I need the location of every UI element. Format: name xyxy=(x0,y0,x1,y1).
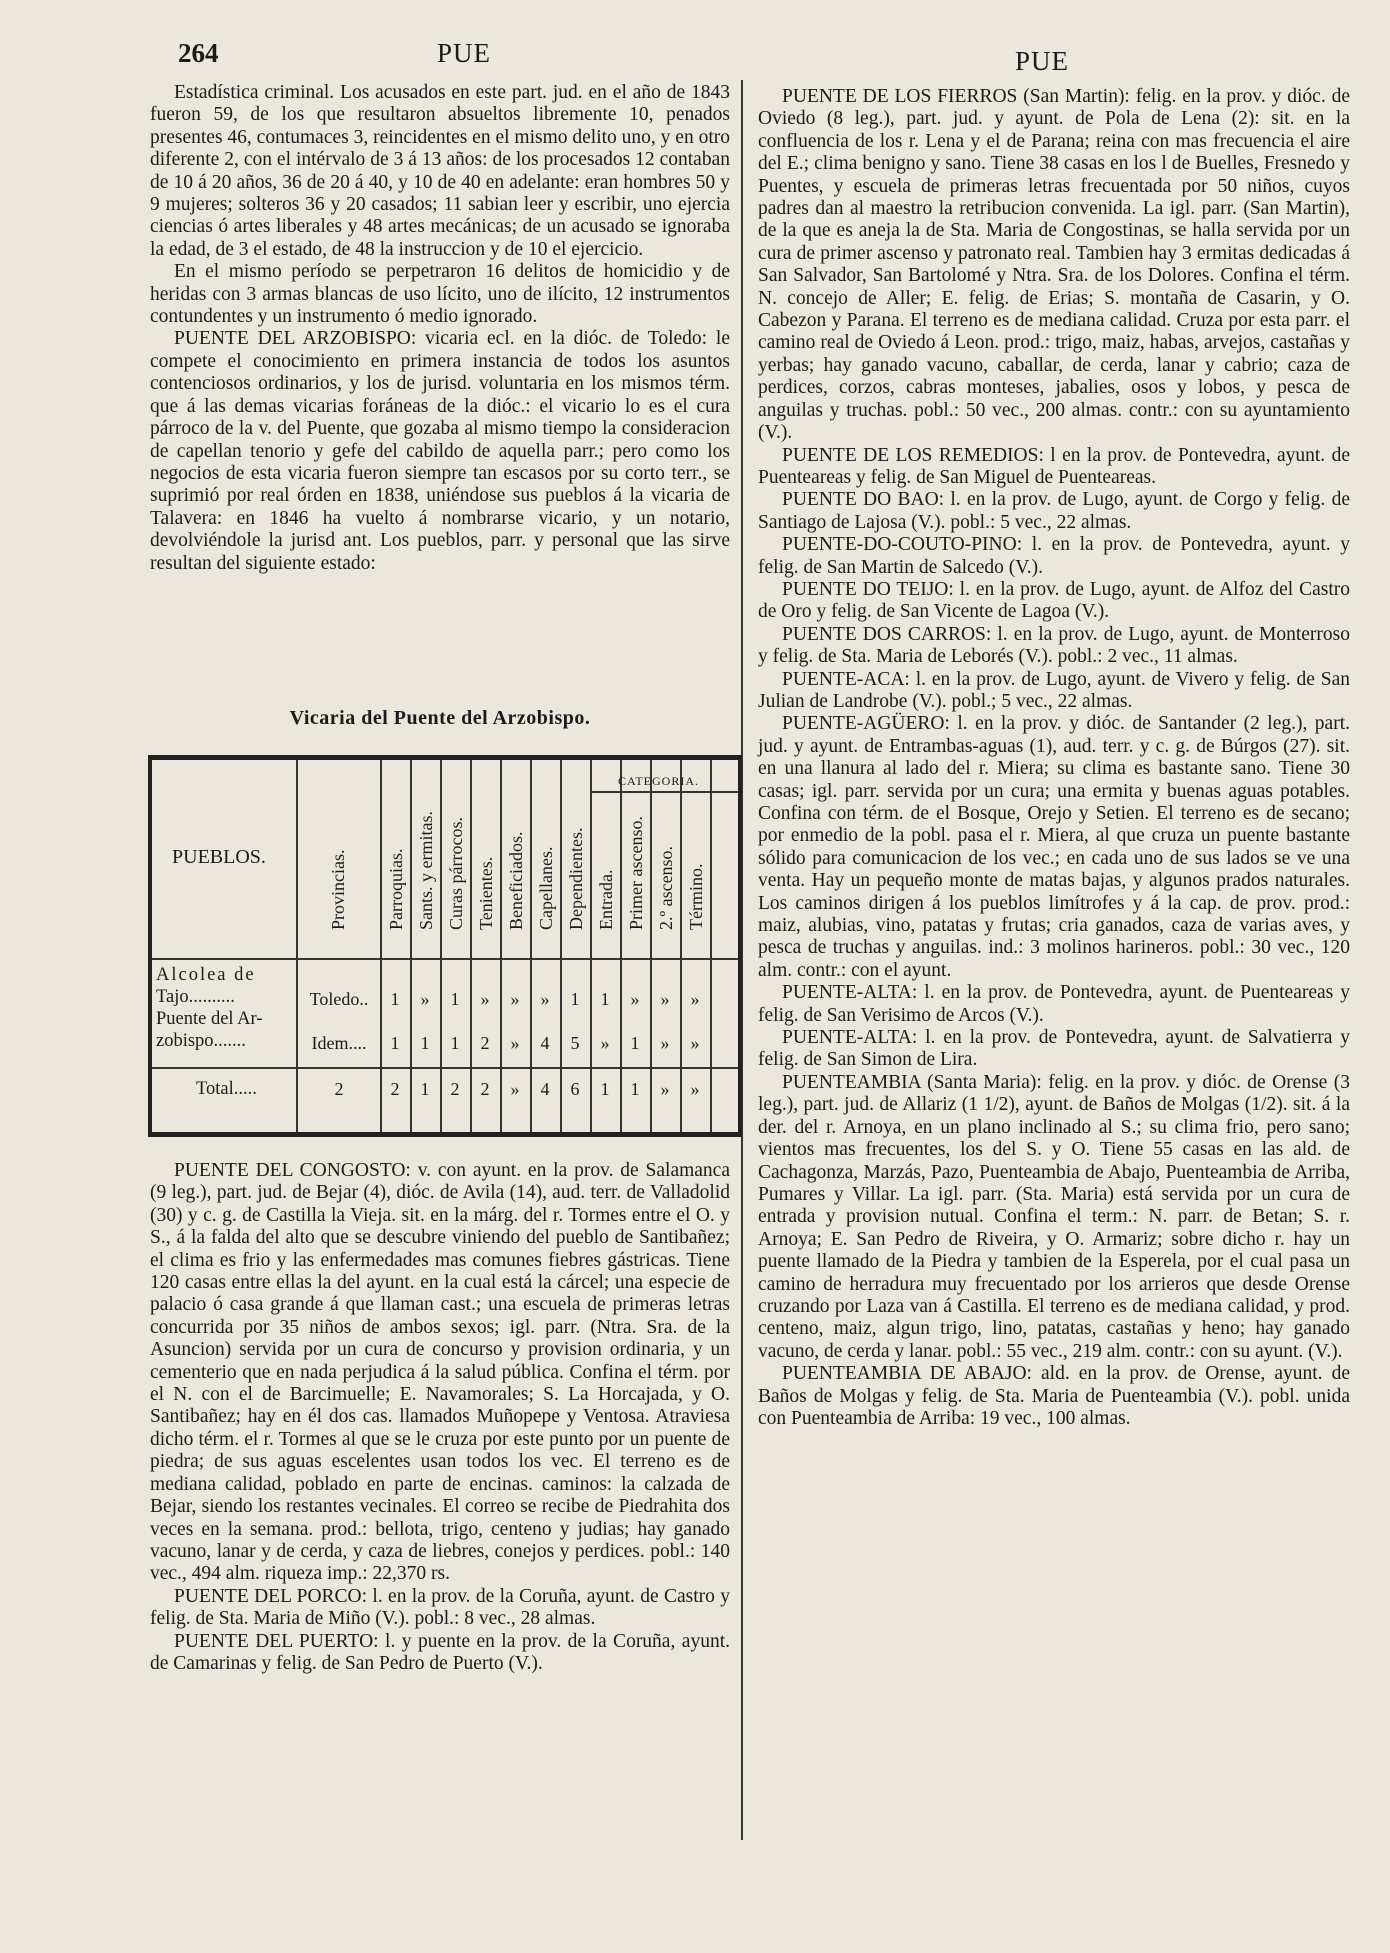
col-header-segundo-ascenso: 2.º ascenso. xyxy=(656,845,676,930)
total-label: Total..... xyxy=(196,1079,257,1099)
entry-puenteambia: PUENTEAMBIA (Santa Maria): felig. en la prov. y dióc. de Orense (3 leg.), part. jud. de Allariz (1 1/2), ayunt. de Baños de Molgas (1/2). sit. á la der. del r. Arnoya, en un plano inclinado al S.; su clima frio, pero sano; vientos mas frecuentes, los del S. y O. Tiene 55 casas en las ald. de Cachagonza, Marzás, Pazo, Puenteambia de Abajo, Puenteambia de Arriba, Pumares y Villar. La igl. parr. (Sta. Maria) está servida por un cura de entrada y provision nutual. Confina el term.: N. parr. de Betan; S. r. Arnoya; E. San Pedro de Riveira, y O. Armariz; sobre dicho r. hay un puente llamado de la Piedra y tambien de la Esperela, por el cual pasa un camino de herradura muy frecuentado por los arrieros que desde Orense cruzando por Laza van á Castilla. El terreno es de mediana calidad, y prod. centeno, maiz, algun trigo, lino, patatas, castañas y heno; hay ganado vacuno, de cerda y lanar. pobl.: 55 vec., 219 alm. contr.: con su ayunt. (V.). xyxy=(758,1071,1350,1362)
table-cell: » xyxy=(510,1079,520,1099)
table-cell: 1 xyxy=(420,1033,430,1053)
table-cell: 6 xyxy=(570,1079,580,1099)
table-vline xyxy=(620,760,622,1132)
col-header-tenientes: Tenientes. xyxy=(476,856,496,930)
table-cell: » xyxy=(600,1033,610,1053)
table-vline xyxy=(590,760,592,1132)
left-column xyxy=(150,82,730,575)
table-cell: » xyxy=(660,989,670,1009)
pueblos-header: PUEBLOS. xyxy=(172,846,266,868)
table-cell: 1 xyxy=(600,1079,610,1099)
table-cell: 2 xyxy=(480,1033,490,1053)
entry-puente-aguero: PUENTE-AGÜERO: l. en la prov. y dióc. de Santander (2 leg.), part. jud. y ayunt. de Entrambas-aguas (1), aud. terr. y c. g. de Búrgos (27). sit. en una llanura al lado del r. Miera; su clima es bastante sano. Tiene 30 casas; igl. parr. servida por un cura; una ermita y buenas aguas potables. Confina con térm. de el Bosque, Orejo y Setien. El terreno es de secano; por enmedio de la pobl. pasa el r. Miera, al que cruza un puente bastante sólido para comunicacion de los vec.; en cada uno de sus lados se ve una venta. Hay un pequeño monte de matas bajas, y algunos prados naturales. Los caminos dirigen á los pueblos limítrofes y á la cap. de prov. prod.: maiz, alubias, vino, patatas y frutas; cria ganados, caza de varias aves, y pesca de truchas y anguilas. ind.: 3 molinos harineros. pobl.: 30 vec., 120 alm. contr.: con el ayunt. xyxy=(758,713,1350,981)
table-cell: 2 xyxy=(480,1079,490,1099)
table-vline xyxy=(710,760,712,1132)
header-rule xyxy=(152,958,738,960)
table-vline xyxy=(680,760,682,1132)
col-header-primer-ascenso: Primer ascenso. xyxy=(626,816,646,930)
table-cell: 1 xyxy=(570,989,580,1009)
table-cell: 2 xyxy=(450,1079,460,1099)
table-cell: 1 xyxy=(390,989,400,1009)
col-header-provincias: Provincias. xyxy=(328,849,348,930)
table-cell: » xyxy=(660,1033,670,1053)
paragraph-estadistica: Estadística criminal. Los acusados en este part. jud. en el año de 1843 fueron 59, de los que resultaron absueltos libremente 10, penados presentes 46, contumaces 3, reincidentes en el mismo delito uno, y en otro diferente 2, con el intérvalo de 3 á 13 años: de los procesados 12 contaban de 10 á 20 años, 36 de 20 á 40, y 10 de 40 en adelante: eran hombres 50 y 9 mujeres; solteros 36 y 20 casados; 11 sabian leer y escribir, uno ejercia ciencias ó artes liberales y 48 artes mecánicas; de un acusado se ignoraba la edad, de 3 el estado, de 48 la instruccion y de 10 el ejercicio. xyxy=(150,82,730,260)
table-cell: » xyxy=(480,989,490,1009)
entry-puenteambia-de-abajo: PUENTEAMBIA DE ABAJO: ald. en la prov. de Orense, ayunt. de Baños de Molgas y felig. de Sta. Maria de Puenteambia (V.). pobl. unida con Puenteambia de Arriba: 19 vec., 100 almas. xyxy=(758,1363,1350,1429)
table-cell: 1 xyxy=(390,1033,400,1053)
table-vline xyxy=(560,760,562,1132)
table-cell: » xyxy=(510,1033,520,1053)
vicaria-table xyxy=(148,755,742,1137)
entry-puente-dos-carros: PUENTE DOS CARROS: l. en la prov. de Lugo, ayunt. de Monterroso y felig. de Sta. Maria de Leborés (V.). pobl.: 2 vec., 11 almas. xyxy=(758,623,1350,668)
entry-puente-do-couto-pino: PUENTE-DO-COUTO-PINO: l. en la prov. de Pontevedra, ayunt. y felig. de San Martin de Salcedo (V.). xyxy=(758,534,1350,578)
right-column xyxy=(758,86,1350,1430)
col-header-dependientes: Dependientes. xyxy=(566,827,586,930)
col-header-termino: Término. xyxy=(686,863,706,930)
entry-puente-del-arzobispo: PUENTE DEL ARZOBISPO: vicaria ecl. en la dióc. de Toledo: le compete el conocimiento en primera instancia de todos los asuntos contenciosos ordinarios, y los de jurisd. voluntaria en los mismos térm. que á las demas vicarias foráneas de la dióc.: el vicario lo es el cura párroco de la v. del Puente, que gozaba al mismo tiempo la consideracion de capellan tenorio y gefe del cabildo de aquella parr.; pero como los negocios de esta vicaria fueron siempre tan escasos por su corto terr., se suprimió por real órden en 1838, uniéndose sus pueblos á la vicaria de Talavera: en 1846 ha vuelto á nombrarse vicario, y un notario, devolviéndole la jurisd ant. Los pueblos, parr. y personal que las sirve resultan del siguiente estado: xyxy=(150,328,730,574)
running-head-right: PUE xyxy=(1015,46,1070,76)
paragraph-delitos: En el mismo período se perpetraron 16 delitos de homicidio y de heridas con 3 armas blancas de uso lícito, uno de ilícito, 12 instrumentos contundentes y un instrumento ó medio ignorado. xyxy=(150,261,730,328)
categoria-header: CATEGORIA. xyxy=(618,774,699,788)
table-cell: Toledo.. xyxy=(309,989,369,1009)
row-label: Tajo.......... xyxy=(156,987,235,1007)
entry-puente-del-porco: PUENTE DEL PORCO: l. en la prov. de la Coruña, ayunt. de Castro y felig. de Sta. Maria de Miño (V.). pobl.: 8 vec., 28 almas. xyxy=(150,1585,730,1630)
table-cell: » xyxy=(630,989,640,1009)
table-vline xyxy=(380,760,382,1132)
entry-puente-alta-arcos: PUENTE-ALTA: l. en la prov. de Pontevedra, ayunt. de Puenteareas y felig. de San Verisimo de Arcos (V.). xyxy=(758,982,1350,1026)
table-cell: 1 xyxy=(420,1079,430,1099)
table-cell: » xyxy=(690,989,700,1009)
entry-puente-del-congosto: PUENTE DEL CONGOSTO: v. con ayunt. en la prov. de Salamanca (9 leg.), part. jud. de Bejar (4), dióc. de Avila (14), aud. terr. de Valladolid (30) y c. g. de Castilla la Vieja. sit. en la márg. del r. Tormes entre el O. y S., á la falda del alto que se descubre viniendo del pueblo de Santibañez; el clima es frio y las enfermedades mas comunes fiebres gástricas. Tiene 120 casas entre ellas la del ayunt. en la cual está la cárcel; una especie de palacio ó casa grande á que llaman cast.; una escuela de primeras letras concurrida por 35 niños de ambos sexos; igl. parr. (Ntra. Sra. de la Asuncion) servida por un cura de concurso y provision ordinaria, y un cementerio que en nada perjudica á la salud pública. Confina el térm. por el N. con el de Barcimuelle; E. Navamorales; S. La Horcajada, y O. Santibañez; hay en él dos cas. llamados Muñopepe y Ventosa. Atraviesa dicho térm. el r. Tormes al que se le cruza por este punto por un puente de piedra; de sus aguas escelentes usan todos los vec. El terreno es de mediana calidad, poblado en parte de encinas. caminos: la calzada de Bejar, siendo los restantes vecinales. El correo se recibe de Piedrahita dos veces en la semana. prod.: bellota, trigo, centeno y judias; hay ganado vacuno, lanar y de cerda, y caza de liebres, conejos y perdices. pobl.: 140 vec., 494 alm. riqueza imp.: 22,370 rs. xyxy=(150,1160,730,1585)
table-vline xyxy=(410,760,412,1132)
entry-puente-de-los-remedios: PUENTE DE LOS REMEDIOS: l en la prov. de Pontevedra, ayunt. de Puenteareas y felig. de San Miguel de Puenteareas. xyxy=(758,444,1350,488)
entry-puente-aca: PUENTE-ACA: l. en la prov. de Lugo, ayunt. de Vivero y felig. de San Julian de Landrobe (V.). pobl.; 5 vec., 22 almas. xyxy=(758,668,1350,712)
table-cell: 4 xyxy=(540,1033,550,1053)
left-column-bottom xyxy=(150,1160,730,1675)
table-vline xyxy=(470,760,472,1132)
table-vline xyxy=(650,760,652,1132)
entry-puente-do-teijo: PUENTE DO TEIJO: l. en la prov. de Lugo, ayunt. de Alfoz del Castro de Oro y felig. de San Vicente de Lagoa (V.). xyxy=(758,578,1350,623)
categoria-underline xyxy=(590,791,738,793)
total-rule xyxy=(152,1067,738,1069)
page-number: 264 xyxy=(178,38,219,68)
row-label: zobispo....... xyxy=(156,1031,246,1051)
table-cell: » xyxy=(690,1033,700,1053)
running-head-left: PUE xyxy=(437,38,492,68)
table-vline xyxy=(440,760,442,1132)
table-cell: 1 xyxy=(630,1079,640,1099)
col-header-capellanes: Capellanes. xyxy=(536,846,556,930)
col-header-santuarios: Sants. y ermitas. xyxy=(416,811,436,930)
table-cell: » xyxy=(510,989,520,1009)
table-cell: » xyxy=(540,989,550,1009)
table-cell: 1 xyxy=(600,989,610,1009)
table-cell: 1 xyxy=(630,1033,640,1053)
table-vline xyxy=(530,760,532,1132)
table-cell: Idem.... xyxy=(311,1033,367,1053)
entry-puente-del-puerto: PUENTE DEL PUERTO: l. y puente en la prov. de la Coruña, ayunt. de Camarinas y felig. de San Pedro de Puerto (V.). xyxy=(150,1630,730,1674)
entry-puente-de-los-fierros: PUENTE DE LOS FIERROS (San Martin): felig. en la prov. y dióc. de Oviedo (8 leg.), part. jud. y ayunt. de Pola de Lena (2): sit. en la confluencia de los r. Lena y el de Parana; reina con mas frecuencia el aire del E.; clima benigno y sano. Tiene 38 casas en los l de Buelles, Fresnedo y Puentes, y escuela de primeras letras frecuentada por 50 niños, cuyos padres dan al maestro la retribucion convenida. La igl. parr. (San Martin), de la que es aneja la de Sta. Maria de Congostinas, se halla servida por un cura de primer ascenso y patronato real. Tambien hay 3 ermitas dedicadas á San Salvador, San Bartolomé y Ntra. Sra. de los Dolores. Confina el térm. N. concejo de Aller; E. felig. de Erias; S. montaña de Casarin, y O. Cabezon y Parana. El terreno es de mediana calidad. Cruza por esta parr. el camino real de Oviedo á Leon. prod.: trigo, maiz, habas, arvejos, castañas y yerbas; hay ganado vacuno, caballar, de cerda, lanar y cabrio; caza de perdices, corzos, cabras monteses, jabalies, osos y lobos, y pesca de anguilas y truchas. pobl.: 50 vec., 200 almas. contr.: con su ayuntamiento (V.). xyxy=(758,86,1350,444)
table-cell: » xyxy=(660,1079,670,1099)
table-title: Vicaria del Puente del Arzobispo. xyxy=(289,707,591,729)
col-header-parroquias: Parroquias. xyxy=(386,848,406,930)
table-cell: 1 xyxy=(450,989,460,1009)
table-cell: » xyxy=(690,1079,700,1099)
table-vline xyxy=(296,760,298,1132)
table-cell: 2 xyxy=(390,1079,400,1099)
table-cell: 5 xyxy=(570,1033,580,1053)
entry-puente-do-bao: PUENTE DO BAO: l. en la prov. de Lugo, ayunt. de Corgo y felig. de Santiago de Lajosa (V.). pobl.: 5 vec., 22 almas. xyxy=(758,489,1350,533)
row-label: Puente del Ar- xyxy=(156,1009,263,1029)
table-cell: 4 xyxy=(540,1079,550,1099)
table-cell: » xyxy=(420,989,430,1009)
table-cell: 2 xyxy=(334,1079,344,1099)
table-vline xyxy=(500,760,502,1132)
row-label: Alcolea de xyxy=(156,965,256,985)
table-cell: 1 xyxy=(450,1033,460,1053)
col-header-beneficiados: Beneficiados. xyxy=(506,831,526,930)
col-header-entrada: Entrada. xyxy=(596,869,616,930)
entry-puente-alta-lira: PUENTE-ALTA: l. en la prov. de Pontevedra, ayunt. de Salvatierra y felig. de San Simon de Lira. xyxy=(758,1027,1350,1071)
col-header-curas: Curas párrocos. xyxy=(446,817,466,930)
